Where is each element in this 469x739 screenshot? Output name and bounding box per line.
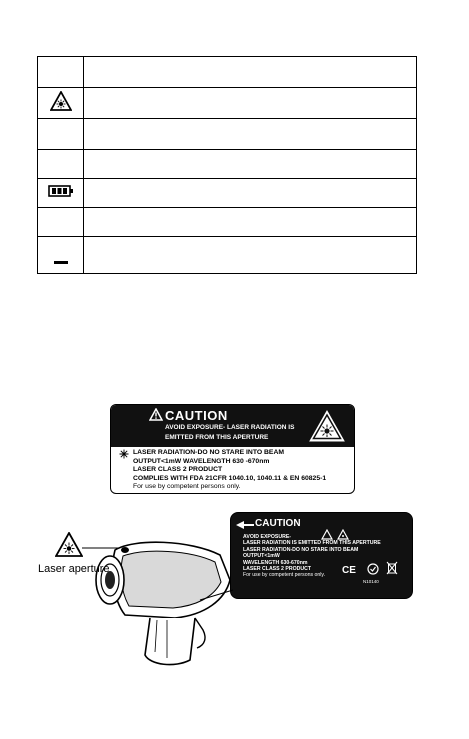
laser-warning-icon — [55, 532, 83, 557]
device-label-code: N10140 — [363, 579, 379, 584]
caution-subtitle-2: EMITTED FROM THIS APERTURE — [165, 434, 269, 441]
device-label-line-3: LASER RADIATION-DO NO STARE INTO BEAM — [243, 546, 359, 553]
caution-title: CAUTION — [165, 408, 228, 423]
caution-line-1: LASER RADIATION-DO NO STARE INTO BEAM — [133, 449, 285, 456]
caution-line-4: COMPLIES WITH FDA 21CFR 1040.10, 1040.11 & EN 60825-1 — [133, 474, 327, 482]
device-label-line-5: WAVELENGTH 630-670nm — [243, 559, 308, 566]
caution-line-2: OUTPUT<1mW WAVELENGTH 630 -670nm — [133, 457, 270, 465]
device-label-line-7: For use by competent persons only. — [243, 572, 326, 579]
caution-subtitle-1: AVOID EXPOSURE- LASER RADIATION IS — [165, 424, 295, 431]
caution-line-5: For use by competent persons only. — [133, 483, 241, 491]
device-label-line-4: OUTPUT<1mW — [243, 553, 280, 560]
laser-aperture-caption: Laser aperture — [38, 563, 110, 575]
device-label-line-2: LASER RADIATION IS EMITTED FROM THIS APERTURE — [243, 540, 381, 547]
device-label-line-1: AVOID EXPOSURE- — [243, 534, 292, 540]
device-label-title: CAUTION — [255, 518, 301, 529]
caution-line-3: LASER CLASS 2 PRODUCT — [133, 466, 223, 474]
device-label-line-6: LASER CLASS 2 PRODUCT — [243, 566, 312, 573]
ce-mark: CE — [342, 565, 356, 576]
